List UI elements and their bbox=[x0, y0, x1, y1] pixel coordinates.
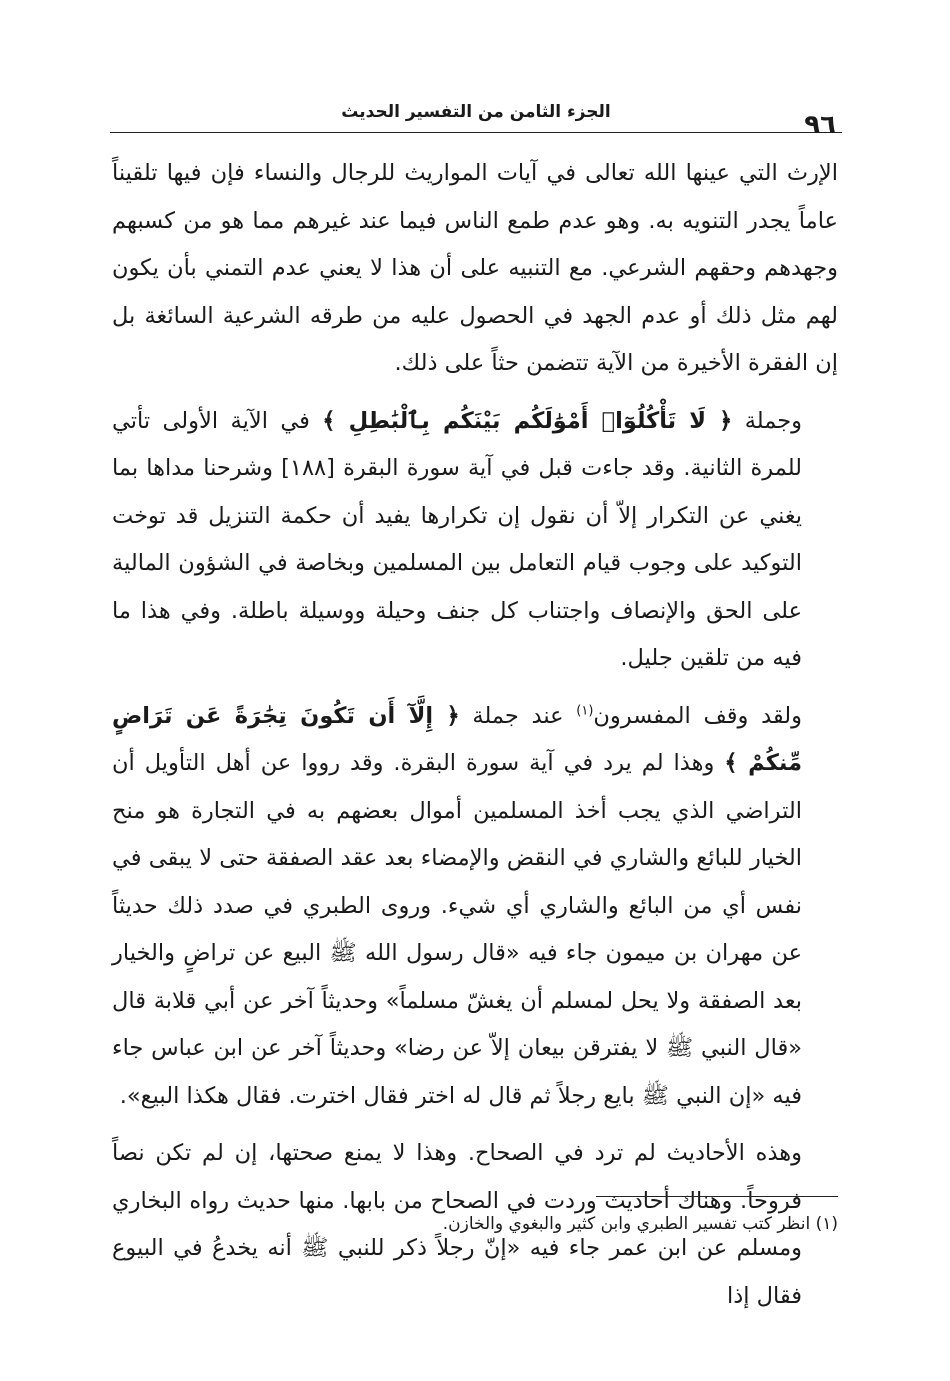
quran-verse: ﴿ لَا تَأْكُلُوٓا۟ أَمْوَٰلَكُم بَيْنَكُم بِٱلْبَٰطِلِ ﴾ bbox=[322, 407, 733, 434]
quran-verse: ﴿ إِلَّآ أَن تَكُونَ تِجَٰرَةً عَن تَرَاضٍ مِّنكُمْ ﴾ bbox=[112, 702, 802, 776]
footnote: (١) انظر كتب تفسير الطبري وابن كثير والبغوي والخازن. bbox=[442, 1214, 838, 1234]
page-number: ٩٦ bbox=[804, 110, 836, 140]
paragraph-text: في الآية الأولى تأتي للمرة الثانية. وقد جاءت قبل في آية سورة البقرة [١٨٨] وشرحنا مداها بما يغني عن التكرار إلاّ أن نقول إن تكرارها يفيد أن حكمة التنزيل قد توخت التوكيد على وجوب قيام التعامل بين المسلمين وبخاصة في الشؤون المالية على الحق والإنصاف واجتناب كل جنف وحيلة ووسيلة باطلة. وفي هذا ما فيه من تلقين جليل. bbox=[112, 407, 803, 671]
body-text bbox=[112, 150, 838, 1330]
paragraph bbox=[112, 150, 838, 388]
running-title: الجزء الثامن من التفسير الحديث bbox=[341, 102, 611, 122]
paragraph-lead: ولقد وقف المفسرون bbox=[593, 702, 802, 729]
paragraph-lead-after: عند جملة bbox=[472, 702, 564, 729]
paragraph-text: الإرث التي عينها الله تعالى في آيات المواريث للرجال والنساء فإن فيها تلقيناً عاماً يجدر التنويه به. وهو عدم طمع الناس فيما عند غيرهم مما هو من كسبهم وجهدهم وحقهم الشرعي. مع التنبيه على أن هذا لا يعني عدم التمني بأن يكون لهم مثل ذلك أو عدم الجهد في الحصول عليه من طرقه الشرعية السائغة بل إن الفقرة الأخيرة من الآية تتضمن حثاً على ذلك. bbox=[112, 160, 838, 376]
paragraph bbox=[112, 693, 838, 1121]
paragraph bbox=[112, 398, 838, 683]
footnote-reference[interactable]: (١) bbox=[576, 703, 594, 718]
paragraph-text: وهذه الأحاديث لم ترد في الصحاح. وهذا لا يمنع صحتها، إن لم تكن نصاً فروحاً. وهناك أحاديث وردت في الصحاح من بابها. منها حديث رواه البخاري ومسلم عن ابن عمر جاء فيه «إنّ رجلاً ذكر للنبي ﷺ أنه يخدعُ في البيوع فقال إذا bbox=[112, 1140, 802, 1309]
paragraph-text: وهذا لم يرد في آية سورة البقرة. وقد رووا عن أهل التأويل أن التراضي الذي يجب أخذ المسلمين أموال بعضهم به في التجارة هو منح الخيار للبائع والشاري في النقض والإمضاء بعد عقد الصفقة حتى لا يبقى في نفس أي من البائع والشاري أي شيء. وروى الطبري في صدد ذلك حديثاً عن مهران بن ميمون جاء فيه «قال رسول الله ﷺ البيع عن تراضٍ والخيار بعد الصفقة ولا يحل لمسلم أن يغشّ مسلماً» وحديثاً آخر عن أبي قلابة قال «قال النبي ﷺ لا يفترقن بيعان إلاّ عن رضا» وحديثاً آخر عن ابن عباس جاء فيه «إن النبي ﷺ بايع رجلاً ثم قال له اختر فقال اخترت. فقال هكذا البيع». bbox=[112, 750, 802, 1109]
footnote-divider bbox=[596, 1196, 838, 1197]
paragraph-lead: وجملة bbox=[744, 407, 802, 434]
page-header bbox=[110, 88, 842, 140]
